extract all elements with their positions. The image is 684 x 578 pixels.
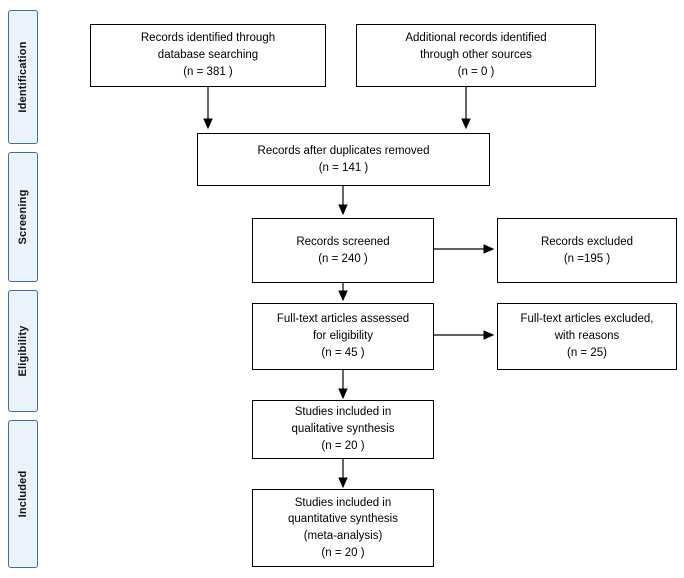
node-line: (n = 45 ) — [321, 346, 365, 359]
node-line: (n = 25) — [567, 346, 607, 359]
node-line: (n = 240 ) — [318, 252, 368, 265]
phase-band-screening — [8, 152, 38, 282]
node-line: database searching — [157, 49, 259, 62]
node-studies-included-qualitative — [252, 400, 434, 459]
node-line: Studies included in — [294, 406, 392, 419]
node-line: (n = 141 ) — [318, 161, 369, 174]
node-line: Full-text articles excluded, — [520, 313, 654, 326]
node-records-excluded — [497, 218, 677, 283]
node-additional-records-other-sources — [356, 24, 596, 87]
node-line: (n = 20 ) — [321, 546, 365, 559]
node-line: with reasons — [554, 330, 620, 343]
phase-label-identification: Identification — [17, 41, 29, 113]
phase-label-included: Included — [17, 470, 29, 518]
node-line: (n = 20 ) — [321, 439, 365, 452]
phase-band-identification — [8, 10, 38, 144]
phase-band-eligibility — [8, 290, 38, 412]
node-line: (n = 0 ) — [457, 65, 495, 78]
node-line: Records after duplicates removed — [257, 144, 430, 157]
node-line: Full-text articles assessed — [276, 313, 410, 326]
node-line: Records excluded — [540, 235, 634, 248]
node-line: Records identified through — [140, 32, 276, 45]
node-line: (n = 381 ) — [183, 65, 233, 78]
node-studies-included-quantitative — [252, 489, 434, 567]
node-line: Additional records identified — [405, 32, 547, 45]
phase-band-included — [8, 420, 38, 568]
phase-label-eligibility: Eligibility — [17, 325, 29, 377]
node-line: quantitative synthesis — [288, 513, 398, 526]
node-line: for eligibility — [312, 330, 374, 343]
node-full-text-articles-assessed — [252, 303, 434, 370]
node-records-identified-database — [90, 24, 326, 87]
node-line: Studies included in — [294, 496, 392, 509]
phase-label-screening: Screening — [17, 189, 29, 245]
node-records-screened — [252, 218, 434, 283]
node-line: (n =195 ) — [563, 252, 611, 265]
node-line: qualitative synthesis — [291, 423, 395, 436]
node-line: (meta-analysis) — [303, 530, 383, 542]
node-records-after-duplicates-removed — [197, 133, 490, 186]
node-full-text-articles-excluded — [497, 303, 677, 370]
node-line: through other sources — [420, 49, 532, 62]
node-line: Records screened — [296, 235, 390, 248]
